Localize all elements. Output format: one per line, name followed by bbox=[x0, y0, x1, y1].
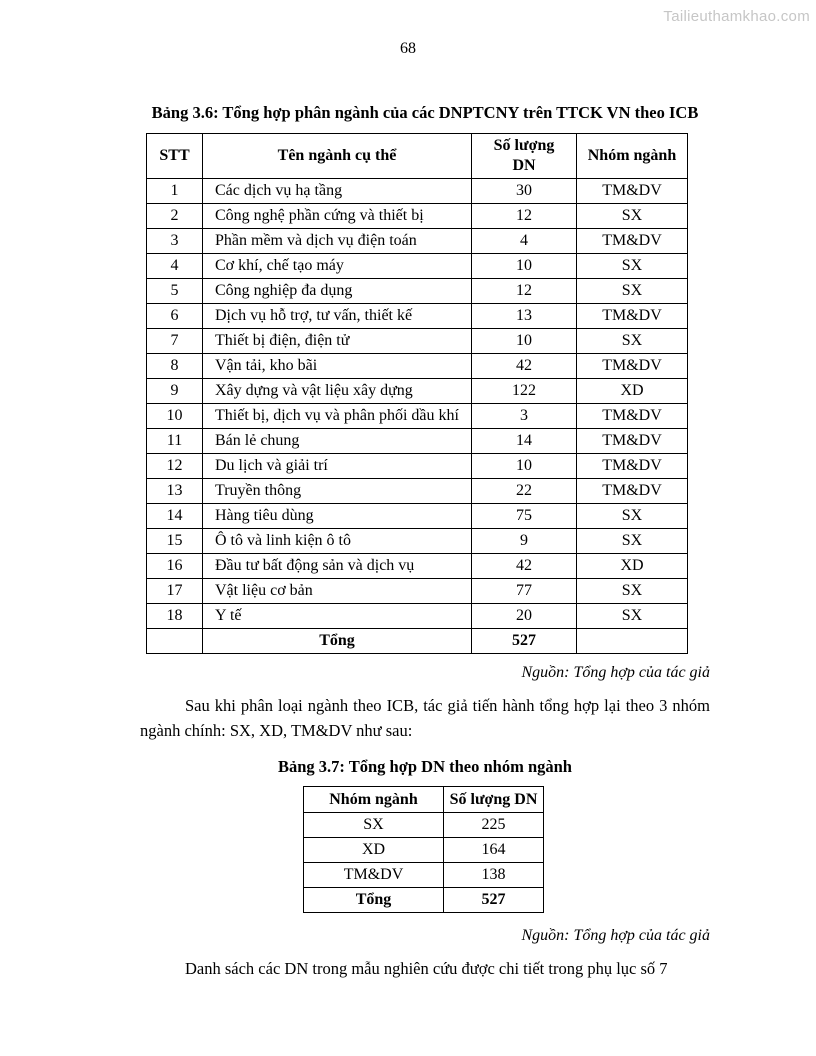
table-cell: XD bbox=[577, 379, 688, 404]
col-header-industry-name: Tên ngành cụ thể bbox=[203, 134, 472, 179]
table-row bbox=[147, 304, 688, 329]
table-row bbox=[147, 329, 688, 354]
table-cell: SX bbox=[577, 254, 688, 279]
table-cell: SX bbox=[577, 579, 688, 604]
table-cell: 10 bbox=[472, 254, 577, 279]
table-cell: 3 bbox=[472, 404, 577, 429]
table-cell: Du lịch và giải trí bbox=[203, 454, 472, 479]
table-cell: Vật liệu cơ bản bbox=[203, 579, 472, 604]
table-cell: TM&DV bbox=[577, 354, 688, 379]
table-cell: 225 bbox=[444, 813, 544, 838]
table-cell: 42 bbox=[472, 554, 577, 579]
table-cell: Cơ khí, chế tạo máy bbox=[203, 254, 472, 279]
table-cell: SX bbox=[577, 604, 688, 629]
table-cell: Phần mềm và dịch vụ điện toán bbox=[203, 229, 472, 254]
col-header-industry-group: Nhóm ngành bbox=[304, 787, 444, 813]
table-cell: Y tế bbox=[203, 604, 472, 629]
table-cell: 22 bbox=[472, 479, 577, 504]
table-cell: 10 bbox=[472, 454, 577, 479]
table2-source-note: Nguồn: Tổng hợp của tác giả bbox=[521, 927, 710, 944]
table-cell: 164 bbox=[444, 838, 544, 863]
table1-header bbox=[147, 134, 688, 179]
table1-body bbox=[147, 179, 688, 629]
table-cell: 3 bbox=[147, 229, 203, 254]
table-cell: SX bbox=[304, 813, 444, 838]
page-number: 68 bbox=[400, 40, 416, 57]
table2-header bbox=[304, 787, 544, 813]
table-cell: 20 bbox=[472, 604, 577, 629]
table-row bbox=[304, 813, 544, 838]
table-cell: Các dịch vụ hạ tầng bbox=[203, 179, 472, 204]
table-cell: Bán lẻ chung bbox=[203, 429, 472, 454]
table-cell: 77 bbox=[472, 579, 577, 604]
table-cell: 9 bbox=[147, 379, 203, 404]
total-label: Tổng bbox=[203, 629, 472, 654]
table-cell: 12 bbox=[147, 454, 203, 479]
table-cell: Công nghiệp đa dụng bbox=[203, 279, 472, 304]
table-row bbox=[304, 863, 544, 888]
table2-footer bbox=[304, 888, 544, 913]
table-cell: TM&DV bbox=[577, 404, 688, 429]
table-cell: TM&DV bbox=[577, 229, 688, 254]
table-row bbox=[147, 279, 688, 304]
table-row bbox=[147, 404, 688, 429]
table-row bbox=[147, 554, 688, 579]
table-row bbox=[147, 429, 688, 454]
table-row bbox=[147, 579, 688, 604]
table-cell: SX bbox=[577, 204, 688, 229]
table-row bbox=[147, 504, 688, 529]
table-cell: 12 bbox=[472, 279, 577, 304]
table-cell: 5 bbox=[147, 279, 203, 304]
table-cell: Thiết bị điện, điện tử bbox=[203, 329, 472, 354]
table-cell: 14 bbox=[147, 504, 203, 529]
table-cell: 75 bbox=[472, 504, 577, 529]
table-cell: 12 bbox=[472, 204, 577, 229]
table-cell: Vận tải, kho bãi bbox=[203, 354, 472, 379]
table1-source-note: Nguồn: Tổng hợp của tác giả bbox=[521, 664, 710, 681]
table-row bbox=[147, 229, 688, 254]
table-cell: 4 bbox=[147, 254, 203, 279]
site-watermark: Tailieuthamkhao.com bbox=[663, 8, 810, 25]
table-cell: XD bbox=[304, 838, 444, 863]
table-cell: 18 bbox=[147, 604, 203, 629]
table-cell: 138 bbox=[444, 863, 544, 888]
table-cell: TM&DV bbox=[577, 454, 688, 479]
table-cell: 11 bbox=[147, 429, 203, 454]
table-cell: 13 bbox=[472, 304, 577, 329]
table-cell: Công nghệ phần cứng và thiết bị bbox=[203, 204, 472, 229]
table-row bbox=[147, 254, 688, 279]
total-row bbox=[147, 629, 688, 654]
table-cell: TM&DV bbox=[577, 479, 688, 504]
table-cell: TM&DV bbox=[304, 863, 444, 888]
table-cell: TM&DV bbox=[577, 304, 688, 329]
col-header-stt: STT bbox=[147, 134, 203, 179]
table-row bbox=[147, 354, 688, 379]
table-cell: 30 bbox=[472, 179, 577, 204]
table-cell: Hàng tiêu dùng bbox=[203, 504, 472, 529]
table-row bbox=[147, 479, 688, 504]
table-cell: 9 bbox=[472, 529, 577, 554]
table-cell: 122 bbox=[472, 379, 577, 404]
industry-group-summary-table bbox=[303, 786, 544, 913]
table-cell: 10 bbox=[472, 329, 577, 354]
table-cell: 17 bbox=[147, 579, 203, 604]
table-cell: TM&DV bbox=[577, 429, 688, 454]
table-cell: Đầu tư bất động sản và dịch vụ bbox=[203, 554, 472, 579]
table-cell: 14 bbox=[472, 429, 577, 454]
table1-title: Bảng 3.6: Tổng hợp phân ngành của các DNPTCNY trên TTCK VN theo ICB bbox=[151, 103, 699, 122]
table-cell: 16 bbox=[147, 554, 203, 579]
table-cell: SX bbox=[577, 329, 688, 354]
table-cell: 6 bbox=[147, 304, 203, 329]
table-cell-empty bbox=[147, 629, 203, 654]
table-cell: 42 bbox=[472, 354, 577, 379]
table-row bbox=[147, 454, 688, 479]
table-row bbox=[304, 838, 544, 863]
table-cell: 7 bbox=[147, 329, 203, 354]
body-paragraph: Sau khi phân loại ngành theo ICB, tác giả tiến hành tổng hợp lại theo 3 nhóm ngành chính: SX, XD, TM&DV như sau: bbox=[140, 696, 710, 740]
closing-note: Danh sách các DN trong mẫu nghiên cứu được chi tiết trong phụ lục số 7 bbox=[185, 959, 668, 978]
table-cell: 2 bbox=[147, 204, 203, 229]
table-row bbox=[147, 529, 688, 554]
col-header-company-count bbox=[472, 134, 577, 179]
table-cell: 1 bbox=[147, 179, 203, 204]
table-cell: 10 bbox=[147, 404, 203, 429]
total-label: Tổng bbox=[304, 888, 444, 913]
table1-footer bbox=[147, 629, 688, 654]
table2-body bbox=[304, 813, 544, 888]
table-cell: Xây dựng và vật liệu xây dựng bbox=[203, 379, 472, 404]
total-row bbox=[304, 888, 544, 913]
col-header-company-count-label: Số lượng DN bbox=[493, 137, 555, 174]
table-cell: 13 bbox=[147, 479, 203, 504]
table-cell: SX bbox=[577, 529, 688, 554]
total-value: 527 bbox=[472, 629, 577, 654]
col-header-company-count: Số lượng DN bbox=[444, 787, 544, 813]
page-content bbox=[140, 103, 710, 979]
industry-classification-table bbox=[146, 133, 688, 654]
table-cell: Thiết bị, dịch vụ và phân phối dầu khí bbox=[203, 404, 472, 429]
total-value: 527 bbox=[444, 888, 544, 913]
table-cell: Ô tô và linh kiện ô tô bbox=[203, 529, 472, 554]
table-cell: SX bbox=[577, 279, 688, 304]
table2-title: Bảng 3.7: Tổng hợp DN theo nhóm ngành bbox=[277, 757, 572, 776]
col-header-industry-group: Nhóm ngành bbox=[577, 134, 688, 179]
table-cell: SX bbox=[577, 504, 688, 529]
table-cell-empty bbox=[577, 629, 688, 654]
table-header-row bbox=[147, 134, 688, 179]
table-cell: 8 bbox=[147, 354, 203, 379]
table-row bbox=[147, 204, 688, 229]
table-cell: 4 bbox=[472, 229, 577, 254]
table-cell: 15 bbox=[147, 529, 203, 554]
table-cell: Truyền thông bbox=[203, 479, 472, 504]
table-row bbox=[147, 604, 688, 629]
table-header-row bbox=[304, 787, 544, 813]
table-cell: TM&DV bbox=[577, 179, 688, 204]
table-row bbox=[147, 379, 688, 404]
table-cell: XD bbox=[577, 554, 688, 579]
table-cell: Dịch vụ hỗ trợ, tư vấn, thiết kế bbox=[203, 304, 472, 329]
table-row bbox=[147, 179, 688, 204]
